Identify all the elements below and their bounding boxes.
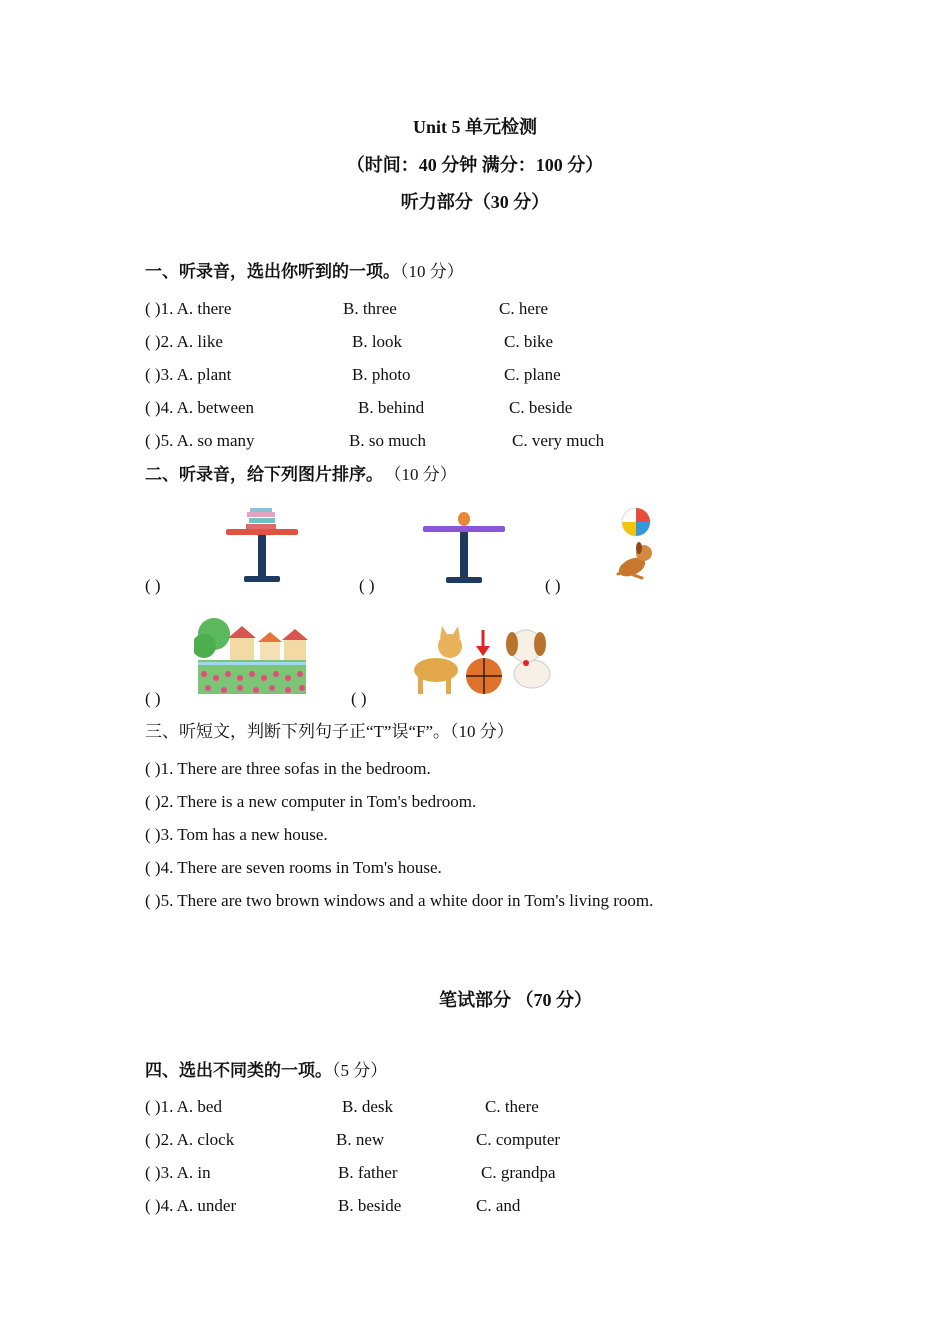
garden-picture — [194, 616, 310, 700]
cat-ear — [452, 626, 460, 638]
cat-ear — [440, 626, 448, 638]
s1-q3: ( )3. A. plant — [145, 365, 232, 384]
table-top — [226, 529, 298, 535]
book-blue — [250, 508, 272, 512]
ball-yellow-panel — [622, 522, 636, 536]
ball-and-dog-picture — [608, 505, 658, 589]
section-2-title: 二、听录音，给下列图片排序。 — [145, 465, 383, 484]
book-red — [246, 524, 276, 529]
fence — [198, 662, 306, 665]
s2-blank-2: ( ) — [359, 576, 375, 595]
house — [284, 640, 306, 660]
cat-leg — [446, 676, 451, 694]
section-2-heading — [145, 465, 457, 485]
house-roof — [282, 629, 308, 640]
section-2-score: （10 分） — [393, 465, 457, 484]
egg-on-table-picture — [420, 508, 508, 588]
books-on-table-picture — [222, 506, 302, 586]
s4-q4: ( )4. A. under — [145, 1196, 237, 1215]
s1-q3-c: C. plane — [504, 365, 561, 384]
s1-q1-b: B. three — [343, 299, 397, 318]
s1-q2: ( )2. A. like — [145, 332, 223, 351]
table-top — [423, 526, 505, 532]
s4-q3-c: C. grandpa — [481, 1163, 556, 1182]
dog-collar-tag — [523, 660, 529, 666]
s4-q2: ( )2. A. clock — [145, 1130, 235, 1149]
house — [260, 642, 280, 660]
book-pink — [247, 512, 275, 517]
s4-q1-b: B. desk — [342, 1097, 393, 1116]
s1-q3-b: B. photo — [352, 365, 411, 384]
s3-q3: ( )3. Tom has a new house. — [145, 825, 328, 844]
dog-ear — [636, 542, 642, 554]
section-3-heading: 三、听短文，判断下列句子正“T”误“F”。（10 分） — [145, 722, 514, 741]
table-leg — [460, 532, 468, 578]
s2-blank-1: ( ) — [145, 576, 161, 595]
s4-q1-c: C. there — [485, 1097, 539, 1116]
exam-meta: （时间：40 分钟 满分：100 分） — [346, 155, 604, 175]
cat-leg — [418, 676, 423, 694]
s1-q1: ( )1. A. there — [145, 299, 232, 318]
s1-q4-c: C. beside — [509, 398, 573, 417]
dog-leg — [632, 573, 644, 580]
s4-q4-b: B. beside — [338, 1196, 402, 1215]
s1-q4: ( )4. A. between — [145, 398, 255, 417]
s3-q5: ( )5. There are two brown windows and a white door in Tom's living room. — [145, 891, 654, 910]
s4-q3: ( )3. A. in — [145, 1163, 211, 1182]
s3-q4: ( )4. There are seven rooms in Tom's house. — [145, 858, 442, 877]
section-1-title: 一、听录音，选出你听到的一项。 — [145, 262, 400, 281]
down-arrow-head — [476, 646, 490, 656]
house — [230, 638, 254, 660]
section-4-title: 四、选出不同类的一项。 — [145, 1061, 332, 1080]
page-title: Unit 5 单元检测 — [412, 117, 537, 137]
egg — [458, 512, 470, 526]
s3-q2: ( )2. There is a new computer in Tom's bedroom. — [145, 792, 477, 811]
dog-body — [514, 660, 550, 688]
s4-q2-c: C. computer — [476, 1130, 561, 1149]
cat-ball-dog-picture — [406, 624, 558, 696]
section-1-heading — [145, 262, 464, 282]
house-roof — [258, 632, 282, 642]
s4-q3-b: B. father — [338, 1163, 398, 1182]
dog-ear — [534, 632, 546, 656]
written-section-title: 笔试部分 （70 分） — [439, 990, 592, 1010]
table-base — [244, 576, 280, 582]
s1-q2-b: B. look — [352, 332, 403, 351]
s1-q5-c: C. very much — [512, 431, 605, 450]
section-1-score: （10 分） — [400, 262, 464, 281]
ball-blue-panel — [636, 522, 650, 536]
listening-section-title: 听力部分（30 分） — [400, 192, 550, 212]
table-leg — [258, 535, 266, 577]
s1-q5: ( )5. A. so many — [145, 431, 255, 450]
section-4-score: （5 分） — [332, 1061, 388, 1080]
s3-q1: ( )1. There are three sofas in the bedroom. — [145, 759, 431, 778]
book-teal — [249, 518, 275, 523]
house-roof — [228, 626, 256, 638]
s2-blank-3: ( ) — [545, 576, 561, 595]
table-base — [446, 577, 482, 583]
s1-q1-c: C. here — [499, 299, 549, 318]
s4-q1: ( )1. A. bed — [145, 1097, 222, 1116]
s1-q4-b: B. behind — [358, 398, 425, 417]
s1-q2-c: C. bike — [504, 332, 554, 351]
s4-q4-c: C. and — [476, 1196, 521, 1215]
dog-ear — [506, 632, 518, 656]
section-4-heading — [145, 1061, 387, 1081]
s2-blank-4: ( ) — [145, 689, 161, 708]
ball-red-panel — [636, 508, 650, 522]
s2-blank-5: ( ) — [351, 689, 367, 708]
s4-q2-b: B. new — [336, 1130, 385, 1149]
s1-q5-b: B. so much — [349, 431, 426, 450]
